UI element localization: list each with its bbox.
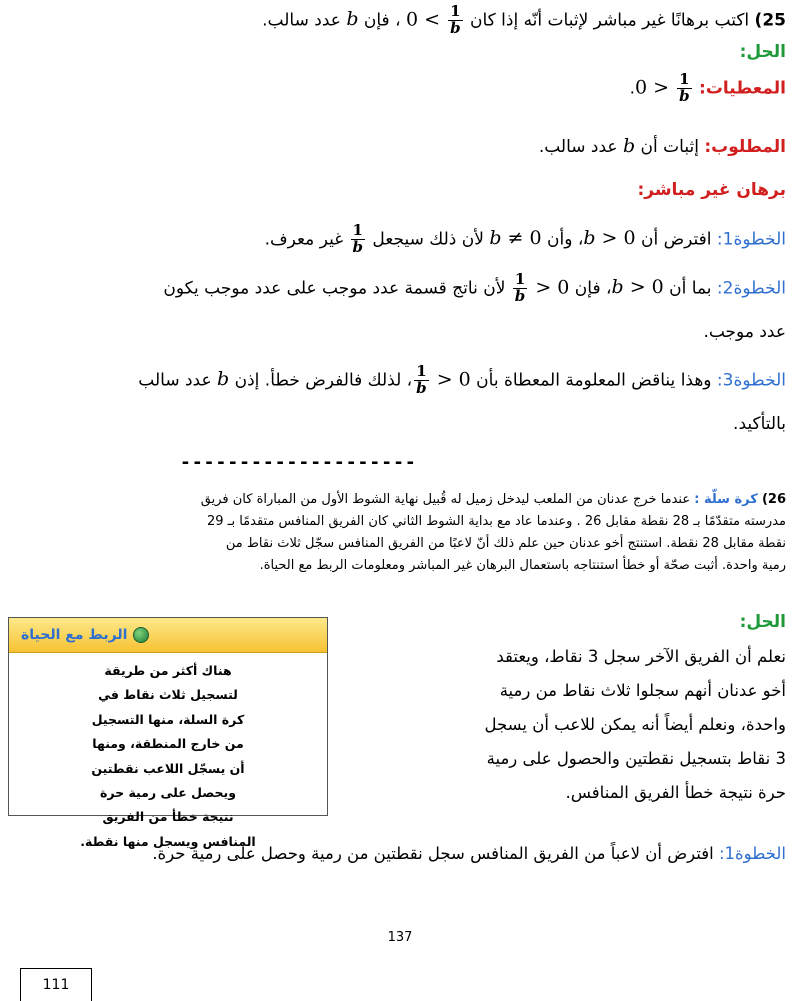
q26-solution-label: الحل: xyxy=(739,612,786,632)
step1-fraction: $\frac{1}{b}$ xyxy=(352,221,364,256)
step3-b: ، لذلك فالفرض خطأ. إذن xyxy=(234,370,413,391)
q25-statement xyxy=(14,4,786,37)
page-number: 137 xyxy=(387,930,413,945)
q26-step1 xyxy=(14,842,786,867)
step1-c: لأن ذلك سيجعل xyxy=(372,229,484,250)
q25-step1 xyxy=(14,223,786,256)
given-dot: . xyxy=(629,78,636,99)
step1-d: غير معرف. xyxy=(264,229,344,250)
q26-line1 xyxy=(14,490,786,511)
step2-label: الخطوة2: xyxy=(716,278,786,299)
step1-expr2: b ≠ 0 xyxy=(489,227,542,250)
real-world-link-body xyxy=(9,653,327,860)
step1-expr1: b > 0 xyxy=(583,227,636,250)
q26-title: كرة سلّة : xyxy=(694,492,758,507)
step2-b: ، فإن xyxy=(574,278,612,299)
box-number-text: 111 xyxy=(42,977,70,993)
step3-c: عدد سالب xyxy=(138,370,212,391)
given-expression: 0 > $\frac{1}{b}$ xyxy=(635,70,690,105)
real-world-link-header xyxy=(9,618,327,653)
q26-line2: مدرسته متقدّمًا بـ 28 نقطة مقابل 26 . وعندما عاد مع بداية الشوط الثاني كان الفريق المنافس متقدمًا بـ 29 xyxy=(206,514,786,529)
step2-expr1: b > 0 xyxy=(611,276,664,299)
q26-step1-text: افترض أن لاعباً من الفريق المنافس سجل نقطتين من رمية وحصل على رمية حرة. xyxy=(152,844,714,863)
step1-label: الخطوة1: xyxy=(716,229,786,250)
q25-given xyxy=(14,72,786,105)
step3-var-b: b xyxy=(217,368,230,391)
q26-number: 26) xyxy=(761,492,786,507)
box-line: لتسجيل ثلاث نقاط في xyxy=(98,687,238,703)
given-label: المعطيات: xyxy=(699,78,786,99)
step3-a: وهذا يناقض المعلومة المعطاة بأن xyxy=(476,370,712,391)
box-line: ويحصل على رمية حرة xyxy=(99,784,237,800)
box-line: نتيجة خطأ من الفريق xyxy=(102,809,234,825)
q26-line4: رمية واحدة. أثبت صحّة أو خطأ استنتاجه باستعمال البرهان غير المباشر ومعلومات الربط مع الحياة. xyxy=(259,558,786,573)
q25-text-a: اكتب برهانًا غير مباشر لإثبات أنّه إذا كان xyxy=(469,10,750,31)
real-world-link-box xyxy=(8,617,328,849)
q25-var-b: b xyxy=(346,8,359,31)
required-b: عدد سالب. xyxy=(538,137,618,157)
q25-number: 25) xyxy=(754,10,786,31)
q25-required xyxy=(14,132,786,161)
q26-step1-label: الخطوة1: xyxy=(718,844,786,863)
box-line: أن يسجّل اللاعب نقطتين xyxy=(91,760,245,776)
q26-text-1: عندما خرج عدنان من الملعب ليدخل زميل له قُبيل نهاية الشوط الأول من المباراة كان فريق xyxy=(200,492,691,507)
step2-a: بما أن xyxy=(669,278,712,299)
indirect-proof-label: برهان غير مباشر: xyxy=(637,180,786,200)
q26-line3: نقطة مقابل 28 نقطة. استنتج أخو عدنان حين علم ذلك أنّ لاعبًا من الفريق المنافس سجّل ثلاث نقاط من xyxy=(225,536,786,551)
box-line: كرة السلة، منها التسجيل xyxy=(91,711,245,727)
paragraph-line: حرة نتيجة خطأ الفريق المنافس. xyxy=(565,783,786,802)
q25-text-b: ، فإن xyxy=(363,10,401,31)
step2-continuation: عدد موجب. xyxy=(703,322,786,342)
q25-step3 xyxy=(14,364,786,397)
step3-continuation: بالتأكيد. xyxy=(733,414,786,434)
step2-c: لأن ناتج قسمة عدد موجب على عدد موجب يكون xyxy=(163,278,506,299)
step1-a: افترض أن xyxy=(640,229,712,250)
q25-text-c: عدد سالب. xyxy=(262,10,341,31)
required-a: إثبات أن xyxy=(640,137,699,157)
required-var-b: b xyxy=(622,135,636,157)
box-line: هناك أكثر من طريقة xyxy=(104,663,232,678)
box-line: المنافس ويسجل منها نقطة. xyxy=(80,833,256,849)
required-label: المطلوب: xyxy=(704,137,786,157)
box-number xyxy=(20,968,92,1001)
separator-dashes: -------------------- xyxy=(180,452,417,473)
q26-solution-paragraph xyxy=(356,640,786,810)
step2-expr2: $\frac{1}{b}$ > 0 xyxy=(514,270,570,305)
real-world-link-title: الربط مع الحياة xyxy=(21,627,128,643)
step1-b: ، وأن xyxy=(547,229,584,250)
box-line: من خارج المنطقة، ومنها xyxy=(92,736,244,752)
q25-condition: 0 < $\frac{1}{b}$ xyxy=(405,2,461,37)
step3-label: الخطوة3: xyxy=(716,370,786,391)
q25-solution-label: الحل: xyxy=(739,42,786,62)
paragraph-line: نعلم أن الفريق الآخر سجل 3 نقاط، ويعتقد xyxy=(496,647,786,666)
step3-expr: $\frac{1}{b}$ > 0 xyxy=(416,362,471,397)
paragraph-line: واحدة، ونعلم أيضاً أنه يمكن للاعب أن يسجل xyxy=(484,715,786,734)
paragraph-line: 3 نقاط بتسجيل نقطتين والحصول على رمية xyxy=(486,749,786,768)
globe-icon xyxy=(133,627,149,643)
paragraph-line: أخو عدنان أنهم سجلوا ثلاث نقاط من رمية xyxy=(499,681,786,700)
q25-step2 xyxy=(14,272,786,305)
